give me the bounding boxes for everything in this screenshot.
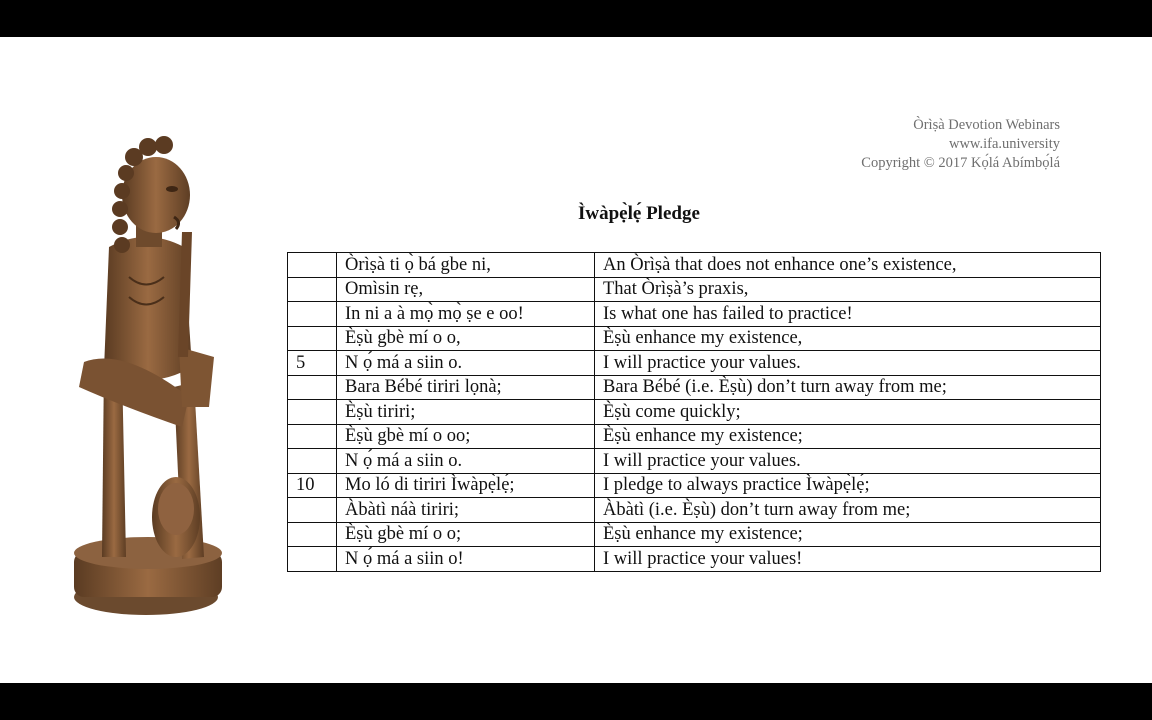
table-row [288, 400, 1101, 425]
line-number-cell [288, 400, 337, 425]
table-row [288, 253, 1101, 278]
english-text-cell: I will practice your values! [595, 547, 1101, 572]
table-row [288, 449, 1101, 474]
english-text-cell: Is what one has failed to practice! [595, 302, 1101, 327]
yoruba-text-cell: Omìsin rẹ, [337, 277, 595, 302]
yoruba-text-cell: Mo ló di tiriri Ìwàpẹ̀lẹ́; [337, 473, 595, 498]
english-text-cell: That Òrìṣà’s praxis, [595, 277, 1101, 302]
english-text-cell: I will practice your values. [595, 351, 1101, 376]
yoruba-text-cell: Èṣù gbè mí o o, [337, 326, 595, 351]
line-number-cell [288, 277, 337, 302]
table-row [288, 498, 1101, 523]
yoruba-text-cell: Òrìṣà ti ọ̀ bá gbe ni, [337, 253, 595, 278]
line-number-cell: 5 [288, 351, 337, 376]
line-number-cell [288, 302, 337, 327]
table-row [288, 473, 1101, 498]
credits-copyright: Copyright © 2017 Kọ́lá Abímbọ́lá [861, 155, 1060, 171]
credits-website: www.ifa.university [948, 136, 1060, 152]
yoruba-text-cell: Bara Bébé tiriri lọnà; [337, 375, 595, 400]
yoruba-text-cell: Èṣù gbè mí o oo; [337, 424, 595, 449]
english-text-cell: Bara Bébé (i.e. Èṣù) don’t turn away from me; [595, 375, 1101, 400]
pledge-table-body [288, 253, 1101, 572]
yoruba-text-cell: Èṣù tiriri; [337, 400, 595, 425]
line-number-cell: 10 [288, 473, 337, 498]
table-row [288, 277, 1101, 302]
yoruba-text-cell: N ọ́ má a siin o! [337, 547, 595, 572]
carved-statue-image [64, 107, 234, 617]
english-text-cell: I will practice your values. [595, 449, 1101, 474]
line-number-cell [288, 498, 337, 523]
page-title: Ìwàpẹ̀lẹ́ Pledge [578, 203, 700, 224]
yoruba-text-cell: Èṣù gbè mí o o; [337, 522, 595, 547]
line-number-cell [288, 547, 337, 572]
table-row [288, 351, 1101, 376]
english-text-cell: An Òrìṣà that does not enhance one’s existence, [595, 253, 1101, 278]
line-number-cell [288, 424, 337, 449]
line-number-cell [288, 326, 337, 351]
english-text-cell: Àbàtì (i.e. Èṣù) don’t turn away from me; [595, 498, 1101, 523]
table-row [288, 326, 1101, 351]
line-number-cell [288, 449, 337, 474]
yoruba-text-cell: Àbàtì náà tiriri; [337, 498, 595, 523]
table-row [288, 522, 1101, 547]
english-text-cell: Èṣù enhance my existence; [595, 424, 1101, 449]
english-text-cell: Èṣù come quickly; [595, 400, 1101, 425]
line-number-cell [288, 375, 337, 400]
table-row [288, 302, 1101, 327]
table-row [288, 424, 1101, 449]
pledge-table [287, 252, 1101, 572]
table-row [288, 547, 1101, 572]
credits-webinar-name: Òrìṣà Devotion Webinars [913, 117, 1060, 133]
english-text-cell: Èṣù enhance my existence, [595, 326, 1101, 351]
yoruba-text-cell: N ọ́ má a siin o. [337, 351, 595, 376]
english-text-cell: I pledge to always practice Ìwàpẹ̀lẹ́; [595, 473, 1101, 498]
english-text-cell: Èṣù enhance my existence; [595, 522, 1101, 547]
line-number-cell [288, 522, 337, 547]
table-row [288, 375, 1101, 400]
slide [0, 37, 1152, 683]
credits-block [861, 116, 1060, 173]
yoruba-text-cell: N ọ́ má a siin o. [337, 449, 595, 474]
line-number-cell [288, 253, 337, 278]
yoruba-text-cell: In ni a à mọ̀ mọ̀ ṣe e oo! [337, 302, 595, 327]
